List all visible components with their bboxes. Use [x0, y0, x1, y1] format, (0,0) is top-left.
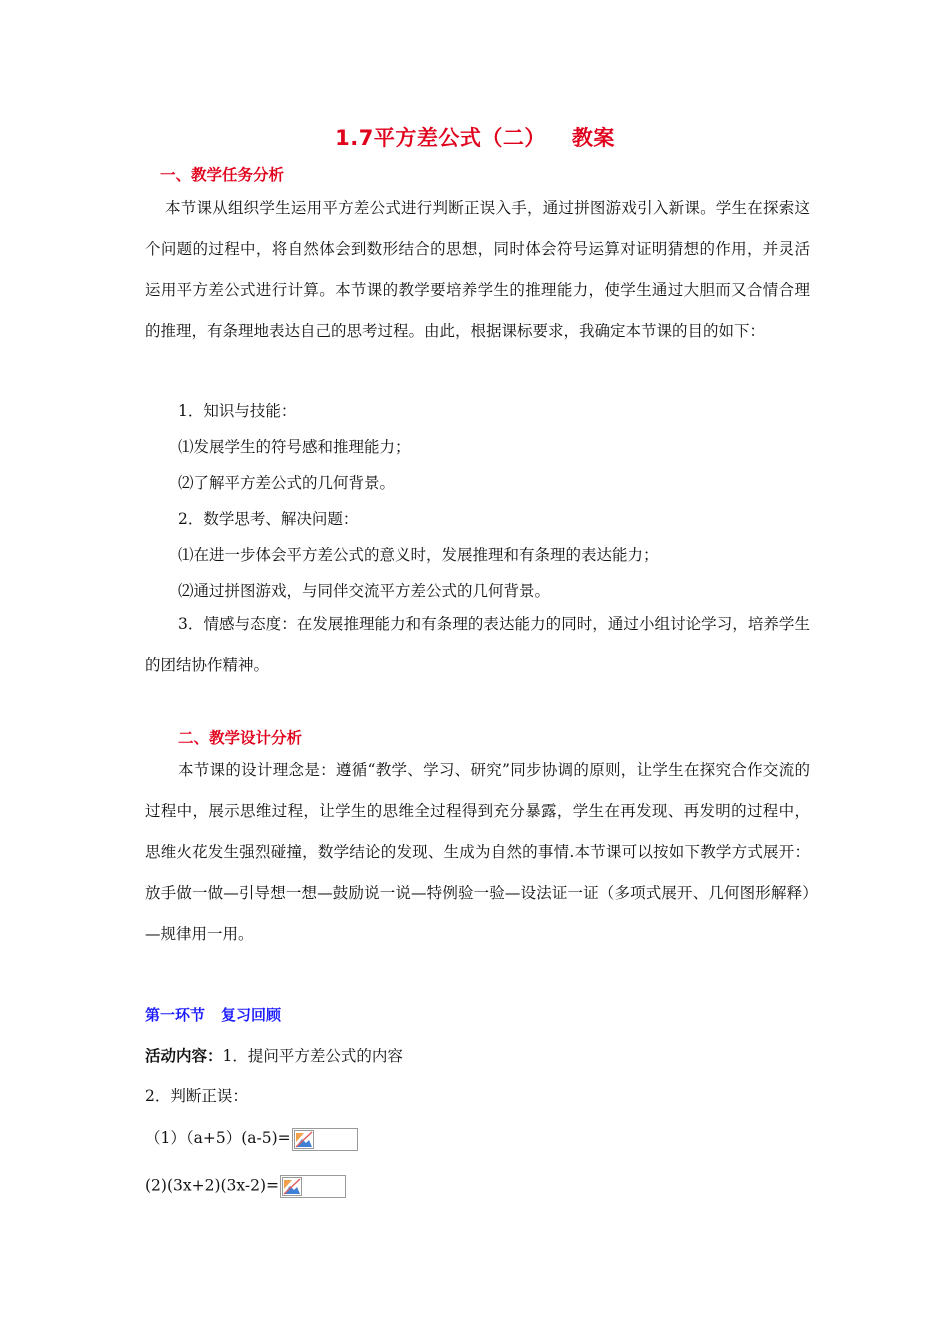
task-analysis-paragraph: 本节课从组织学生运用平方差公式进行判断正误入手，通过拼图游戏引入新课。学生在探索这个问题的过程中，将自然体会到数形结合的思想，同时体会符号运算对证明猜想的作用，并灵活运用平方差公式进行计算。本节课的教学要培养学生的推理能力，使学生通过大胆而又合情合理的推理，有条理地表达自己的思考过程。由此，根据课标要求，我确定本节课的目的如下：	[145, 199, 810, 340]
goal-2-heading: 2．数学思考、解决问题：	[178, 510, 359, 528]
broken-image-icon	[282, 1177, 302, 1196]
question-2	[145, 1175, 346, 1198]
judge-item: 2．判断正误：	[145, 1087, 248, 1105]
activity-line	[145, 1044, 403, 1066]
broken-image-icon	[294, 1130, 314, 1149]
goal-1-heading: 1．知识与技能：	[178, 402, 297, 420]
goal-2-item-a: ⑴在进一步体会平方差公式的意义时，发展推理和有条理的表达能力；	[178, 546, 659, 564]
title-suffix: 教案	[571, 126, 615, 150]
question-1	[145, 1126, 358, 1151]
goal-1-item-b: ⑵了解平方差公式的几何背景。	[178, 474, 396, 492]
goal-1-item-a: ⑴发展学生的符号感和推理能力；	[178, 438, 411, 456]
goal-3-paragraph: 3．情感与态度：在发展推理能力和有条理的表达能力的同时，通过小组讨论学习，培养学生的团结协作精神。	[145, 615, 810, 674]
title-main: 1.7平方差公式（二）	[335, 126, 546, 150]
document-title	[0, 122, 950, 152]
review-heading-part-a: 第一环节	[145, 1006, 206, 1024]
question-1-answer-box	[292, 1128, 358, 1151]
review-heading-part-b: 复习回顾	[221, 1006, 282, 1024]
question-2-answer-box	[280, 1175, 346, 1198]
activity-label: 活动内容：	[145, 1047, 223, 1065]
section-heading-review	[145, 1004, 281, 1025]
goal-2-item-b: ⑵通过拼图游戏，与同伴交流平方差公式的几何背景。	[178, 582, 551, 600]
question-1-text: （1）（a+5）(a-5)=	[145, 1129, 291, 1147]
section-heading-design-analysis: 二、教学设计分析	[178, 729, 303, 747]
activity-text: 1．提问平方差公式的内容	[222, 1047, 403, 1065]
design-analysis-paragraph: 本节课的设计理念是：遵循“教学、学习、研究”同步协调的原则，让学生在探究合作交流的过程中，展示思维过程，让学生的思维全过程得到充分暴露，学生在再发现、再发明的过程中，思维火花发生强烈碰撞，数学结论的发现、生成为自然的事情.本节课可以按如下教学方式展开：放手做一做—引导想一想—鼓励说一说—特例验一验—设法证一证（多项式展开、几何图形解释）—规律用一用。	[145, 761, 810, 943]
question-2-text: (2)(3x+2)(3x-2)=	[145, 1176, 280, 1195]
section-heading-task-analysis: 一、教学任务分析	[160, 166, 285, 184]
